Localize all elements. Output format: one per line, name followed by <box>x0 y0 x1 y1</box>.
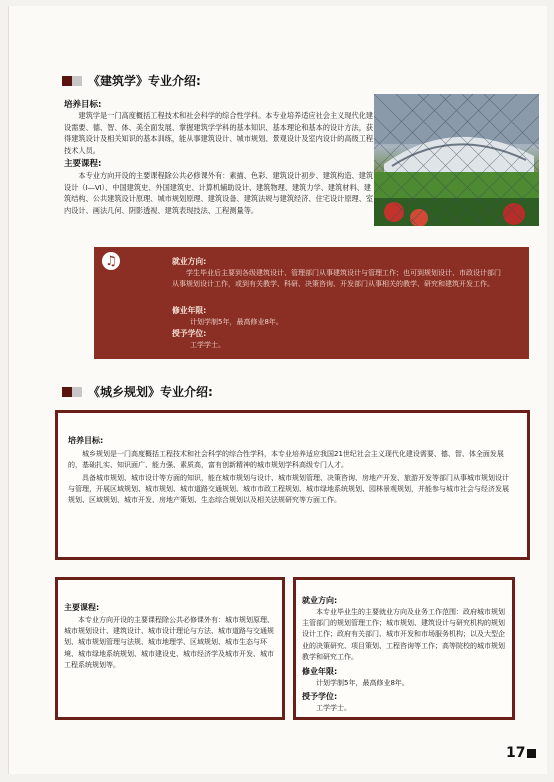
urban-employment-text: 本专业毕业生的主要就业方向及业务工作范围：政府城市规划主管部门的规划管理工作；城市规划、建筑设计与研究机构的规划设计工作；政府有关部门、城市开发和市场服务机构；以及大型企业的决策研究、项目策划、工程咨询等工作；高等院校的城市规划教学和研究工作。 <box>302 608 505 661</box>
urban-duration-label: 修业年限: <box>302 667 338 676</box>
stadium-photo <box>374 94 539 226</box>
architecture-goal-label: 培养目标: <box>64 100 102 110</box>
urban-course-text: 本专业方向开设的主要课程除公共必修课外有：城市规划原理、城市规划设计、建筑设计、城市设计理论与方法、城市道路与交通规划、城市规划管理与法规、城市地理学、区域规划、城市生态与环境、城市绿地系统规划、城市建设史、城市经济学及城市开发、城市工程系统规划等。 <box>64 616 274 669</box>
urban-goal-text-1: 城乡规划是一门高度概括工程技术和社会科学的综合性学科，本专业培养适应我国21世纪社会主义现代化建设需要、德、智、体全面发展的，基础扎实、知识面广、能力强、素质高，富有创新精神的城市规划学科高级专门人才。 <box>68 450 504 470</box>
heading-square-dark <box>62 387 72 397</box>
architecture-employment-label: 就业方向: <box>172 257 207 266</box>
urban-degree-text: 工学学士。 <box>316 704 351 712</box>
urban-degree-label: 授予学位: <box>302 692 338 701</box>
architecture-duration-text: 计划学制5年，最高修业8年。 <box>190 318 283 326</box>
architecture-section-heading <box>62 72 201 89</box>
urban-goal-text-2: 具备城市规划、城市设计等方面的知识，能在城市规划与设计、城市规划管理、决策咨询、房地产开发、旅游开发等部门从事城市规划设计与管理，开展区域规划、城市规划、城市道路交通规划、城市市政工程规划、城市绿地系统规划、园林景观规划，并能参与城市社会与经济发展规划、区域规划、城市开发、房地产策划、生态综合规划以及相关法规研究等方面工作。 <box>68 474 509 505</box>
urban-goal-box <box>55 410 530 560</box>
architecture-employment-text: 学生毕业后主要到各级建筑设计、管理部门从事建筑设计与管理工作；也可到规划设计、市政设计部门从事规划设计工作，或到有关教学、科研、决策咨询、开发部门从事相关的教学、研究和建筑开发工作。 <box>172 269 501 288</box>
urban-duration-text: 计划学制5年，最高修业8年。 <box>316 679 409 687</box>
urban-section-heading <box>62 383 213 400</box>
architecture-heading-text: 《建筑学》专业介绍: <box>88 74 201 88</box>
heading-square-light <box>72 387 82 397</box>
architecture-career-box <box>94 247 529 359</box>
page-number <box>506 745 536 761</box>
architecture-duration-label: 修业年限: <box>172 306 207 315</box>
music-note-icon: ♫ <box>100 250 122 272</box>
urban-heading-text: 《城乡规划》专业介绍: <box>88 385 213 399</box>
architecture-goal-text: 建筑学是一门高度概括工程技术和社会科学的综合性学科。本专业培养适应社会主义现代化建设需要、德、智、体、美全面发展、掌握建筑学学科的基本知识、基本理论和基本的设计方法，获得建筑设计及相关知识的基本训练，能从事建筑设计、城市规划、景观设计及室内设计的高级工程技术人员。 <box>64 111 374 155</box>
urban-employment-label: 就业方向: <box>302 596 338 605</box>
architecture-degree-text: 工学学士。 <box>190 341 225 349</box>
urban-course-box <box>55 577 285 720</box>
architecture-course-text: 本专业方向开设的主要课程除公共必修课外有：素描、色彩、建筑设计初步、建筑构造、建筑设计（Ⅰ—Ⅵ）、中国建筑史、外国建筑史、计算机辅助设计、建筑物理、建筑力学、建筑材料、建筑结构、公共建筑设计原理、城市规划原理、建筑设备、建筑法规与建筑经济、住宅设计原理、室内设计、画法几何、阴影透视、建筑表现技法、工程测量等。 <box>64 171 374 215</box>
heading-square-light <box>72 76 82 86</box>
urban-career-box <box>293 577 515 720</box>
urban-goal-label: 培养目标: <box>68 436 104 445</box>
heading-square-dark <box>62 76 72 86</box>
architecture-course-label: 主要课程: <box>64 159 102 169</box>
architecture-degree-label: 授予学位: <box>172 329 207 338</box>
page-number-text: 17 <box>506 745 526 761</box>
stadium-photo-drawing <box>374 94 539 226</box>
page-number-block <box>527 749 536 758</box>
urban-course-label: 主要课程: <box>64 603 100 612</box>
